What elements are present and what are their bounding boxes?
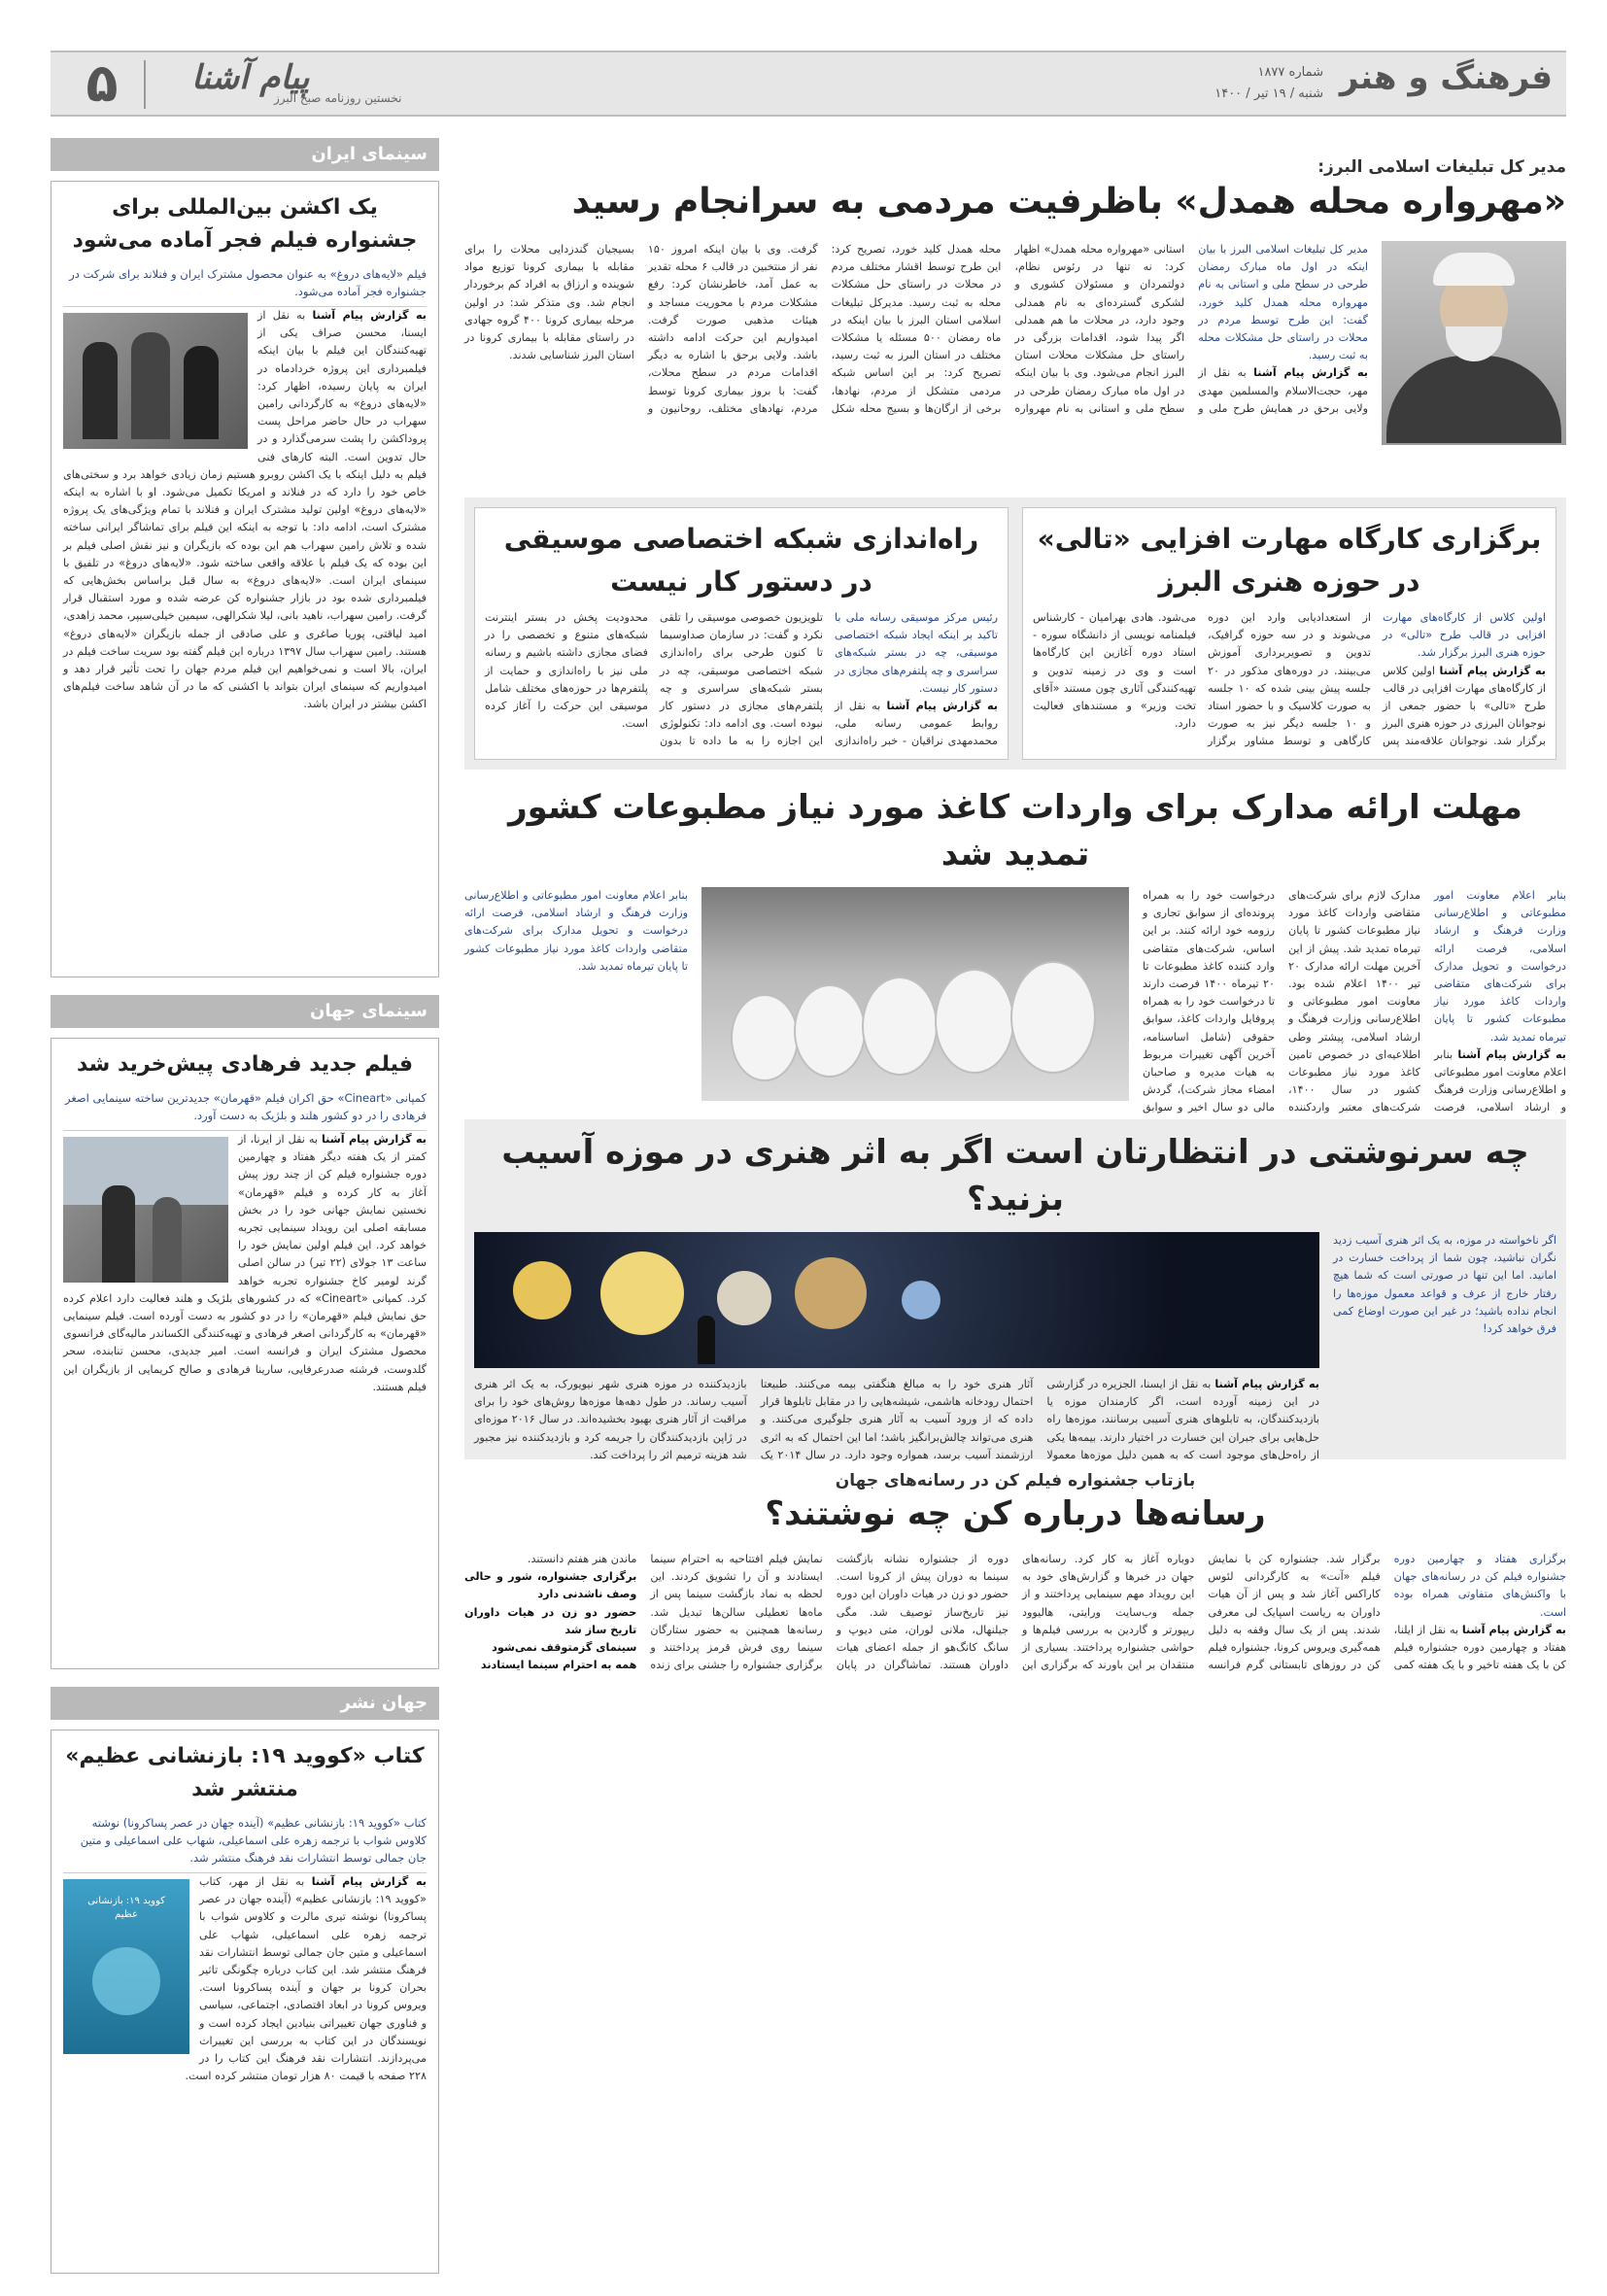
section-tag-cinema-iran: سینمای ایران xyxy=(51,138,439,171)
issue-date: شنبه / ۱۹ تیر / ۱۴۰۰ xyxy=(1214,86,1323,101)
body-intro: به گزارش پیام آشنا xyxy=(1214,1378,1319,1390)
section-tag-publishing: جهان نشر xyxy=(51,1687,439,1720)
body-text: به نقل از مهر، کتاب «کووید ۱۹: بازنشانی عظیم» (آینده جهان در عصر پساکرونا) نوشته تیری مالرت و کلاوس شواب با ترجمه زهره علی اسماعیلی، شهاب علی اسماعیلی و متین جان جمالی توسط انتشارات نقد فرهنگ منتشر شد. این کتاب درباره چگونگی تاثیر بحران کرونا بر جهان و آینده پساکرونا است. ویروس کرونا در ابعاد اقتصادی، اجتماعی، سیاسی و فناوری جهان تغییراتی بنیادین ایجاد کرده است و نویسندگان در این کتاب به بررسی این تغییرات می‌پردازند. انتشارات نقد فرهنگ این کتاب را در ۲۲۸ صفحه با قیمت ۸۰ هزار تومان منتشر کرده است. xyxy=(185,1875,427,2083)
body-text: به نقل از ایسنا، الجزیره در گزارشی در این زمینه آورده است، اگر کارمندان موزه یا بازدیدکنندگان، به تابلوهای هنری آسیبی برسانند، موزه‌ها راه حل‌هایی برای جبران این خسارت در اختیار دارند. بیمه‌ها یکی از راه‌حل‌های موجود است که به همین دلیل موزه‌ها معمولا آثار هنری خود را به مبالغ هنگفتی بیمه می‌کنند. طبیعتا احتمال رودخانه هاشمی، شیشه‌هایی را در مقابل تابلوها قرار داده که از ورود آسیب به آثار هنری جلوگیری می‌کنند. و هنری می‌تواند چالش‌برانگیز باشد؛ اما این احتمال که به اثری ارزشمند آسیب برسد، همواره وجود دارد. در سال ۲۰۱۴ یک بازدیدکننده در موزه هنری شهر نیویورک، به یک اثر هنری آسیب رساند. در طول دهه‌ها موزه‌ها روش‌های خود را برای مراقبت از آثار هنری بهبود بخشیده‌اند. در سال ۲۰۱۶ موزه‌ای در ژاپن بازدیدکنندگان را جریمه کرد و بازدیدکننده نیز مجبور شد هزینه ترمیم اثر را پرداخت کند. xyxy=(474,1378,1319,1461)
body-intro: به گزارش پیام آشنا xyxy=(321,1133,427,1146)
newspaper-logo: پیام آشنا xyxy=(191,58,310,97)
article-museum xyxy=(464,1119,1566,1459)
article-taali-workshop xyxy=(1022,507,1556,760)
article-lead: کتاب «کووید ۱۹: بازنشانی عظیم» (آینده جهان در عصر پساکرونا) نوشته کلاوس شواب با ترجمه زهره علی اسماعیلی، شهاب علی اسماعیلی و متین جان جمالی توسط انتشارات نقد فرهنگ منتشر شد. xyxy=(63,1814,427,1873)
body-intro: به گزارش پیام آشنا xyxy=(1253,366,1368,380)
lead-story-lead: مدیر کل تبلیغات اسلامی البرز با بیان اینکه در اول ماه مبارک رمضان طرحی در سطح ملی و استانی به نام مهرواره محله همدل کلید خورد، گفت: این طرح توسط مردم در محلات در راستای حل مشکلات محله به ثبت رسید. xyxy=(1198,243,1368,362)
lead-story-text xyxy=(464,241,1368,484)
article-lead: اولین کلاس از کارگاه‌های مهارت افزایی در قالب طرح «تالی» در حوزه هنری البرز برگزار شد. xyxy=(1383,611,1546,660)
body-intro: به گزارش پیام آشنا xyxy=(886,700,999,713)
section-title: فرهنگ و هنر xyxy=(1339,58,1553,97)
article-lead: اگر ناخواسته در موزه، به یک اثر هنری آسیب زدید نگران نباشید، چون شما از پرداخت خسارت در امانید. اما این تنها در صورتی است که شما هیچ رفتار خارج از عرف و قواعد معمول موزه‌ها را انجام نداده باشید؛ در غیر این صورت اوضاع کمی فرق خواهد کرد! xyxy=(1333,1234,1556,1336)
portrait-image xyxy=(1382,241,1566,445)
body-text: بنابر اعلام معاونت امور مطبوعاتی و اطلاع‌رسانی وزارت فرهنگ و ارشاد اسلامی، فرصت مدارک لازم برای شرکت‌های متقاضی واردات کاغذ مورد نیاز مطبوعات کشور تا پایان تیرماه تمدید شد. پیش از این آخرین مهلت ارائه مدارک ۲۰ تیر ۱۴۰۰ اعلام شده بود. معاونت امور مطبوعاتی و اطلاع‌رسانی وزارت فرهنگ و ارشاد اسلامی، پیشتر وطی اطلاعیه‌ای در خصوص تامین کاغذ مورد نیاز مطبوعات کشور در سال ۱۴۰۰، شرکت‌های معتبر واردکننده درخواست خود را به همراه پرونده‌ای از سوابق تجاری و رزومه خود ارائه کنند. بر این اساس، شرکت‌های متقاضی وارد کننده کاغذ مطبوعات تا ۲۰ تیرماه ۱۴۰۰ فرصت دارند تا درخواست خود را به همراه پروفایل واردات کاغذ، سوابق حقوقی (شامل اساسنامه، آخرین آگهی تغییرات مربوط به هیات مدیره و صاحبان امضاء مجاز شرکت)، گردش مالی دو سال اخیر و سوابق xyxy=(1143,889,1566,1114)
article-music-network xyxy=(474,507,1009,760)
masthead-divider xyxy=(144,60,146,109)
issue-info xyxy=(1214,62,1323,105)
body-intro: به گزارش پیام آشنا xyxy=(311,1875,427,1888)
subhead: حضور دو زن در هیات داوران تاریخ ساز شد xyxy=(464,1605,637,1636)
planets-image xyxy=(474,1232,1319,1368)
lead-story-body xyxy=(464,241,1566,484)
book-cover-title: کووید ۱۹: بازنشانی عظیم xyxy=(87,1896,165,1920)
article-lead: رئیس مرکز موسیقی رسانه ملی با تاکید بر اینکه ایجاد شبکه اختصاصی موسیقی، چه در بستر شبکه‌های سراسری و چه پلتفرم‌های مجازی در دستور کار نیست. xyxy=(835,611,998,695)
article-lead: فیلم «لایه‌های دروغ» به عنوان محصول مشترک ایران و فنلاند برای شرکت در جشنواره فجر آماده می‌شود. xyxy=(63,265,427,307)
book-cover-image xyxy=(63,1879,189,2054)
page-number: ۵ xyxy=(85,52,119,114)
sidebar-column xyxy=(51,138,439,2256)
article-lead: کمپانی «Cineart» حق اکران فیلم «قهرمان» جدیدترین ساخته سینمایی اصغر فرهادی را در دو کشور هلند و بلژیک به دست آورد. xyxy=(63,1089,427,1131)
subhead: برگزاری جشنواره، شور و حالی وصف ناشدنی دارد xyxy=(464,1570,637,1601)
newspaper-tagline: نخستین روزنامه صبح البرز xyxy=(274,91,402,105)
article-headline: راه‌اندازی شبکه اختصاصی موسیقی در دستور کار نیست xyxy=(503,523,979,598)
body-text: به نقل از ایسنا، محسن صراف یکی از تهیه‌کنندگان این فیلم با بیان اینکه فیلمبرداری این پروژه خردادماه در ایران به پایان رسیده، اظهار کرد: «لایه‌های دروغ» به کارگردانی رامین سهراب در حال حاضر مراحل پست پروداکشن را پشت سرمی‌گذارد و در حال تدوین است. البته کارهای فنی فیلم به دلیل اینکه با یک اکشن روبرو هستیم زمان زیادی خواهد برد و سختی‌های خاص خود را دارد که در فنلاند و امریکا تکمیل می‌شود. او با اشاره به اینکه «لایه‌های دروغ» اولین تولید مشترک ایران و فنلاند با تمام ویژگی‌های یک پروژه مشترک است، ادامه داد: با توجه به اینکه این فیلم برای تماشاگر ایرانی ساخته شده و تلاش رامین سهراب هم این بوده که بازیگران و نیز نقش اصلی فیلم بر این بوده که یک فیلم با علاقه واقعی ساخته شود. «لایه‌های دروغ» در تلفیق با سینمای ایران است. «لایه‌های دروغ» به سال قبل براساس بخش‌هایی که فیلمبرداری شده بود در بازار جشنواره کن عرضه شده و مورد استقبال قرار گرفت. رامین سهراب، ناهید بانی، لیلا شکرالهی، سیمین خیلی‌سیپر، محمد زاهدی، امید لیاقتی، پوریا صاغری و علی صادقی از جمله بازیگران «لایه‌های دروغ» هستند. رامین سهراب سال ۱۳۹۷ درباره این فیلم گفته بود سریت ساخت فیلم در ایران، بالا است و نمی‌خواهیم این فیلم مردم جهان را تحت تأثیر قرار دهد و امیدواریم که سینمای ایران بتواند با اکشنی که ما در آن شاهد ساخت فیلم‌های اکشن بیشتر در ایران باشد. xyxy=(63,309,427,711)
lead-headline: «مهرواره محله همدل» باظرفیت مردمی به سرانجام رسید xyxy=(571,182,1566,222)
body-intro: به گزارش پیام آشنا xyxy=(1461,1623,1567,1636)
subhead: همه به احترام سینما ایستادند xyxy=(480,1659,637,1672)
article-body xyxy=(1033,609,1546,755)
article-headline: مهلت ارائه مدارک برای واردات کاغذ مورد نیاز مطبوعات کشور تمدید شد xyxy=(508,788,1522,874)
article-cinema-iran xyxy=(51,181,439,977)
issue-number: شماره ۱۸۷۷ xyxy=(1257,65,1323,80)
article-headline: یک اکشن بین‌المللی برای جشنواره فیلم فجر آماده می‌شود xyxy=(72,195,418,253)
lead-kicker: مدیر کل تبلیغات اسلامی البرز: xyxy=(1317,157,1566,177)
body-text: به نقل از ایلنا، هفتاد و چهارمین دوره جشنواره فیلم کن با یک هفته تاخیر و با یک هفته کمی برگزار شد. جشنواره کن با نمایش فیلم «آنت» به کارگردانی لئوس کاراکس آغاز شد و پس از آن هیات داوران به ریاست اسپایک لی معرفی شدند. پس از یک سال وقفه به دلیل همه‌گیری ویروس کرونا، جشنواره فیلم کن در روزهای تابستانی گرم فرانسه دوباره آغاز به کار کرد. رسانه‌های جهان در خبرها و گزارش‌های خود به این رویداد مهم سینمایی پرداختند و از جمله وب‌سایت ورایتی، هالیوود ریپورتر و گاردین به بررسی فیلم‌ها و حواشی جشنواره پرداختند. بسیاری از منتقدان بر این باورند که برگزاری این دوره از جشنواره نشانه بازگشت سینما به دوران پیش از کرونا است. حضور دو زن در هیات داوران این دوره نیز تاریخ‌ساز توصیف شد. مگی جیلنهال، ملانی لوران، متی دیوپ و سانگ کانگ‌هو از جمله اعضای هیات داوران هستند. تماشاگران در پایان نمایش فیلم افتتاحیه به احترام سینما ایستادند و آن را تشویق کردند. این لحظه به نماد بازگشت سینما پس از ماه‌ها تعطیلی سالن‌ها تبدیل شد. رسانه‌ها همچنین به حضور ستارگان سینما روی فرش قرمز پرداختند و برگزاری جشنواره را جشنی برای زنده ماندن هنر هفتم دانستند. xyxy=(527,1553,1566,1672)
article-headline: رسانه‌ها درباره کن چه نوشتند؟ xyxy=(765,1494,1266,1533)
article-publishing xyxy=(51,1730,439,2274)
article-body xyxy=(1143,887,1566,1149)
article-body xyxy=(464,1551,1566,2211)
body-text: به نقل از ایرنا، از کمتر از یک هفته دیگر هفتاد و چهارمین دوره جشنواره فیلم کن از چند روز پیش آغاز به کار کرده و فیلم «قهرمان» نخستین نمایش جهانی خود را در بخش مسابقه اصلی این رویداد سینمایی تجربه خواهد کرد. این فیلم اولین نمایش خود را ساعت ۱۳ جولای (۲۲ تیر) در سالن اصلی گرند لومیر کاخ جشنواره تجربه خواهد کرد. کمپانی «Cineart» که در کشورهای بلژیک و هلند فعالیت دارد اعلام کرده حق نمایش فیلم «قهرمان» را در دو کشور به دست آورده است. فیلم سینمایی «قهرمان» به کارگردانی اصغر فرهادی و تهیه‌کنندگی الکساندر مالیه‌گای فرانسوی محصول مشترک ایران و فرانسه است. امیر جدیدی، محسن تنابنده، سحر گلدوست، فرشته صدرعرفایی، سارینا فرهادی و صالح کریمایی از بازیگران این فیلم هستند. xyxy=(63,1133,427,1393)
article-kicker: بازتاب جشنواره فیلم کن در رسانه‌های جهان xyxy=(835,1471,1196,1491)
subhead: سینمای گزمتوقف نمی‌شود xyxy=(492,1641,637,1655)
article-headline: فیلم جدید فرهادی پیش‌خرید شد xyxy=(76,1052,414,1077)
article-body xyxy=(485,609,998,755)
article-lead: بنابر اعلام معاونت امور مطبوعاتی و اطلاع‌رسانی وزارت فرهنگ و ارشاد اسلامی، فرصت ارائه درخواست و تحویل مدارک برای شرکت‌های متقاضی واردات کاغذ مورد نیاز مطبوعات کشور تا پایان تیرماه تمدید شد. xyxy=(1434,889,1566,1044)
article-headline: چه سرنوشتی در انتظارتان است اگر به اثر هنری در موزه آسیب بزنید؟ xyxy=(501,1133,1529,1218)
film-still-image xyxy=(63,1137,228,1283)
paper-rolls-image xyxy=(701,887,1129,1101)
body-text: به نقل از روابط عمومی رسانه ملی، محمدمهدی نراقیان - خبر راه‌اندازی تلویزیون خصوصی موسیقی را تلقی نکرد و گفت: در سازمان صداوسیما تا کنون طرحی برای راه‌اندازی شبکه اختصاصی موسیقی، چه در بستر شبکه‌های سراسری و چه پلتفرم‌های مجازی در دستور کار نبوده است. وی ادامه داد: تکنولوژی این اجازه را به ما داده تا بدون محدودیت پخش در بستر اینترنت شبکه‌های متنوع و تخصصی را در فضای مجازی داشته باشیم و رسانه ملی نیز با راه‌اندازی و حمایت از پلتفرم‌ها در حوزه‌های مختلف شامل موسیقی این حرکت را آغاز کرده است. xyxy=(485,611,998,748)
article-lead-column xyxy=(1333,1232,1556,1494)
article-cinema-world xyxy=(51,1038,439,1669)
article-sidebar-text xyxy=(464,887,688,1149)
article-paper-import xyxy=(464,784,1566,1114)
body-intro: به گزارش پیام آشنا xyxy=(1457,1047,1566,1061)
row-two xyxy=(464,497,1566,770)
article-lead: برگزاری هفتاد و چهارمین دوره جشنواره فیلم کن در رسانه‌های جهان با واکنش‌های متفاوتی همراه بوده است. xyxy=(1393,1553,1566,1619)
article-headline: کتاب «کووید ۱۹: بازنشانی عظیم» منتشر شد xyxy=(65,1744,425,1801)
body-text: به نقل از مهر، حجت‌الاسلام والمسلمین مهدی ولایی برحق در همایش طرح ملی و استانی «مهرواره محله همدل» اظهار کرد: نه تنها در رئوس نظام، دولتمردان و مسئولان کشوری و لشکری گسترده‌ای به نام همدلی وجود دارد، در محلات ما هم همدلی اگر پیدا شود، اقدامات بزرگی در راستای حل مشکلات محلات استان البرز انجام می‌شود. وی با بیان اینکه در اول ماه مبارک رمضان طرحی در سطح ملی و استانی به نام مهرواره محله همدل کلید خورد، تصریح کرد: این طرح توسط اقشار مختلف مردم در محلات در راستای حل مشکلات محله به ثبت رسید. مدیرکل تبلیغات اسلامی استان البرز با بیان اینکه در ماه رمضان ۵۰۰ مسئله یا مشکلات مختلف در استان البرز به ثبت رسید، تصریح کرد: بر این اساس شبکه مردمی متشکل از مردم، نهادها، برخی از ارگان‌ها و بسیج محله شکل گرفت. وی با بیان اینکه امروز ۱۵۰ نفر از منتخبین در قالب ۶ محله تقدیر به عمل آمد، خاطرنشان کرد: رفع مشکلات مردم با محوریت مساجد و هیئات مذهبی صورت گرفت. امیدواریم این حرکت ادامه داشته باشد. ولایی برحق با اشاره به دیگر اقدامات مردم در سطح محلات، گفت: با بروز بیماری کرونا توسط مردم، نهادهای مختلف، روحانیون و بسیجیان گندزدایی محلات را برای مقابله با بیماری کرونا توزیع مواد شوینده و ارزاق به افراد کم برخوردار انجام شد. وی متذکر شد: در اولین مرحله بیماری کرونا ۴۰۰ گروه جهادی در راستای مقابله با بیماری کرونا در استان البرز شناسایی شدند. xyxy=(464,243,1368,415)
masthead xyxy=(51,51,1566,117)
body-text: اولین کلاس از کارگاه‌های مهارت افزایی در قالب طرح «تالی» با حضور جمعی از نوجوانان البرزی در حوزه هنری البرز برگزار شد. نوجوانان علاقه‌مند پس از استعدادیابی وارد این دوره می‌شوند و در سه حوزه گرافیک، تدوین و تصویربرداری آموزش می‌بینند. در دوره‌های مذکور در ۲۰ جلسه پیش بینی شده که ۱۰ جلسه به صورت کلاسیک و با حضور استاد و ۱۰ جلسه دیگر نیز به صورت کارگاهی و توسط مشاور برگزار می‌شود. هادی بهرامیان - کارشناس فیلمنامه نویسی از دانشگاه سوره - استاد دوره آغازین این کارگاه‌ها است و وی در زمینه تدوین و تهیه‌کنندگی آثاری چون مستند «آقای تخت وزیر» و مستندهای فعالیت دارد. xyxy=(1033,611,1546,748)
body-intro: به گزارش پیام آشنا xyxy=(1439,664,1546,677)
article-lead-repeat: بنابر اعلام معاونت امور مطبوعاتی و اطلاع‌رسانی وزارت فرهنگ و ارشاد اسلامی، فرصت ارائه درخواست و تحویل مدارک برای شرکت‌های متقاضی واردات کاغذ مورد نیاز مطبوعات کشور تا پایان تیرماه تمدید شد. xyxy=(464,889,688,973)
lead-story xyxy=(464,157,1566,507)
article-headline: برگزاری کارگاه مهارت افزایی «تالی» در حوزه هنری البرز xyxy=(1037,523,1542,598)
film-still-image xyxy=(63,313,248,449)
body-intro: به گزارش پیام آشنا xyxy=(312,309,427,322)
section-tag-cinema-world: سینمای جهان xyxy=(51,995,439,1028)
article-cannes-press xyxy=(464,1471,1566,2258)
